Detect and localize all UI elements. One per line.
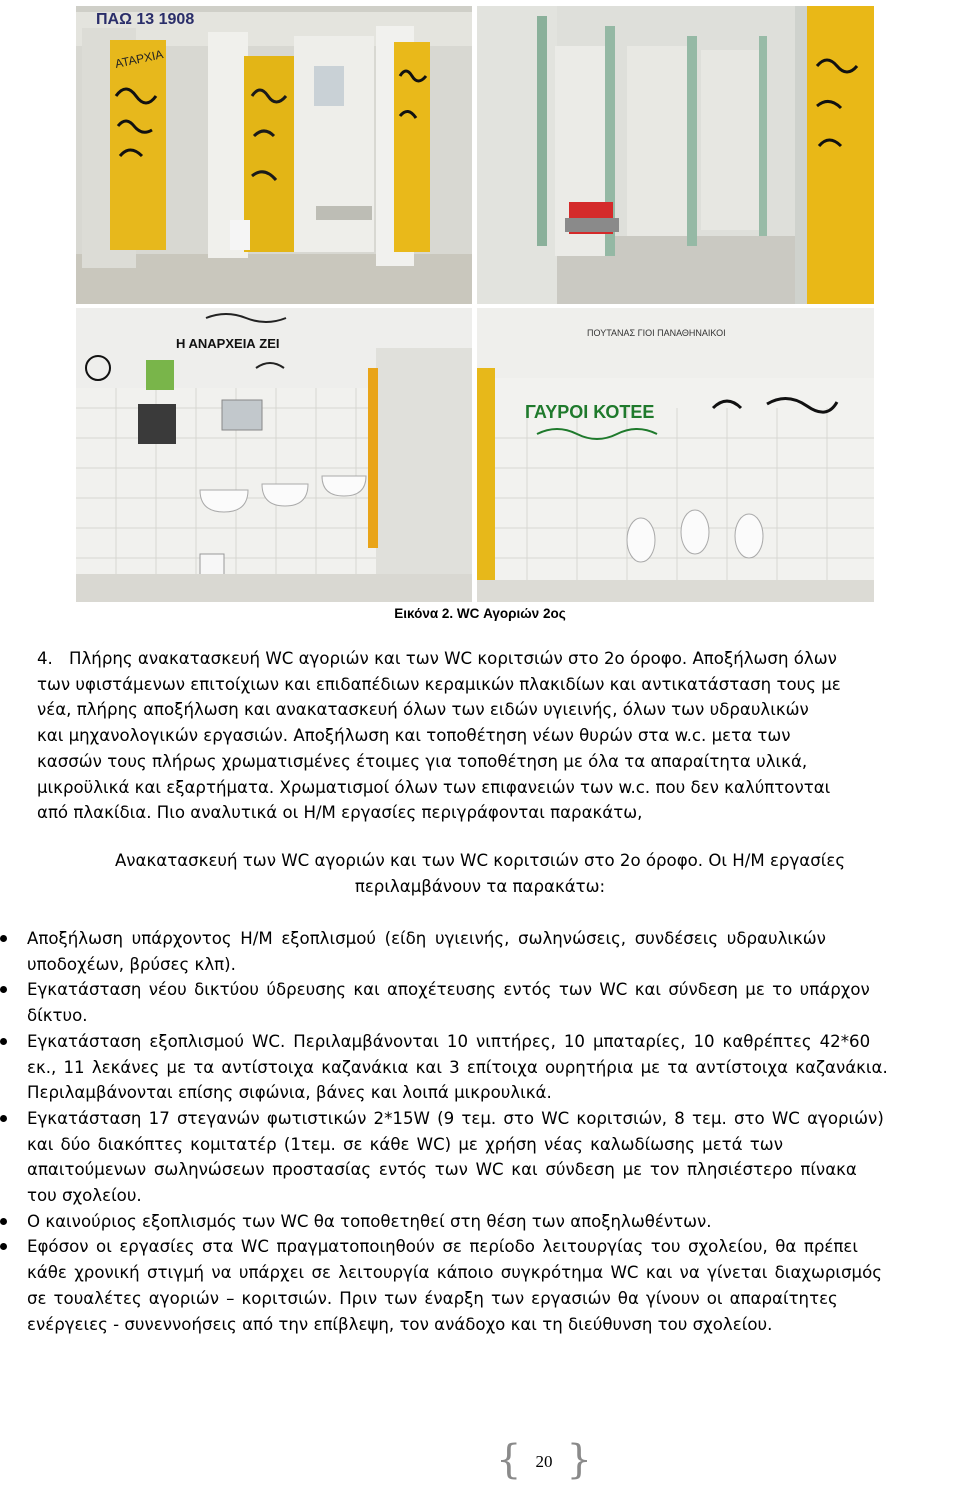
brace-left-icon: {: [496, 1437, 522, 1483]
bullet-item: [0, 926, 951, 977]
section-4-line: Πλήρης ανακατασκευή WC αγοριών και των WC κοριτσιών στο 2ο όροφο. Αποξήλωση όλων: [69, 649, 837, 668]
bullet-line: Εγκατάσταση νέου δικτύου ύδρευσης και αποχέτευσης εντός των WC και σύνδεση με το υπάρχον: [27, 980, 870, 1000]
bullet-line: Εγκατάσταση εξοπλισμού WC. Περιλαμβάνονται 10 νιπτήρες, 10 μπαταρίες, 10 καθρέπτες 42*60: [27, 1031, 871, 1051]
bullet-line: εκ., 11 λεκάνες με τα αντίστοιχα καζανάκια και 3 επίτοιχα ουρητήρια με τα αντίστοιχα καζανάκια.: [27, 1057, 888, 1077]
bullet-line: Περιλαμβάνονται επίσης σιφώνια, βάνες και λοιπά μικρουλικά.: [27, 1083, 552, 1103]
section-4-line: των υφιστάμενων επιτοίχιων και επιδαπέδιων κεραμικών πλακιδίων και αντικατάσταση τους με: [37, 674, 841, 694]
bullet-dot-icon: [0, 986, 7, 993]
section-4-line: κασσών τους πλήρως χρωματισμένες έτοιμες για τοποθέτηση με όλα τα απαραίτητα υλικά,: [37, 751, 808, 771]
bullet-line: απαιτούμενων σωληνώσεων προστασίας εντός των WC και σύνδεση με τον πλησιέστερο πίνακα: [27, 1160, 857, 1180]
bullet-dot-icon: [0, 1243, 7, 1250]
bullet-item: [0, 1029, 951, 1106]
bullet-line: Εγκατάσταση 17 στεγανών φωτιστικών 2*15W (9 τεμ. στο WC κοριτσιών, 8 τεμ. στο WC αγοριών): [27, 1108, 884, 1128]
graffiti-top-text: ΠΟΥΤΑΝΑΣ ΓΙΟΙ ΠΑΝΑΘΗΝΑΙΚΟΙ: [587, 328, 726, 338]
section-4-line: από πλακίδια. Πιο αναλυτικά οι Η/Μ εργασίες περιγράφονται παρακάτω,: [37, 803, 643, 823]
bullet-dot-icon: [0, 1038, 7, 1045]
works-bullet-list: [0, 926, 960, 1337]
graffiti-anarchy-text: Η ΑΝΑΡΧΕΙΑ ΖΕΙ: [176, 336, 280, 351]
page-footer: [496, 1437, 592, 1483]
bullet-line: και δύο διακόπτες κομιτατέρ (1τεμ. σε κάθε WC) με χρήση νέας καλωδίωσης μετά των: [27, 1134, 783, 1154]
section-number: 4.: [37, 649, 53, 668]
bullet-line: σε τουαλέτες αγοριών – κοριτσιών. Πριν των έναρξη των εργασιών θα γίνουν οι απαραίτητες: [27, 1288, 838, 1308]
section-4-line: και μηχανολογικών εργασιών. Αποξήλωση και τοποθέτηση νέων θυρών στα w.c. μετα των: [37, 726, 791, 746]
bullet-line: του σχολείου.: [27, 1186, 142, 1206]
bullet-item: [0, 977, 951, 1028]
bullet-item: [0, 1234, 951, 1337]
bullet-line: Εφόσον οι εργασίες στα WC πραγματοποιηθούν σε περίοδο λειτουργίας του σχολείου, θα πρέπει: [27, 1237, 858, 1257]
bullet-item: [0, 1209, 951, 1235]
figure-caption: Εικόνα 2. WC Αγοριών 2ος: [394, 606, 566, 621]
intro-line: περιλαμβάνουν τα παρακάτω:: [354, 876, 606, 896]
intro-paragraph: [0, 848, 960, 899]
bullet-line: Αποξήλωση υπάρχοντος Η/Μ εξοπλισμού (είδη υγιεινής, σωληνώσεις, συνδέσεις υδραυλικών: [27, 929, 826, 948]
bullet-item: [0, 1106, 951, 1209]
photo-wc-doors-yellow: [76, 6, 472, 304]
svg-text:ΠΑΩ 13 1908: ΠΑΩ 13 1908: [96, 11, 195, 28]
section-4-line: μικροϋλικά και εξαρτήματα. Χρωματισμοί όλων των επιφανειών των w.c. που δεν καλύπτονται: [37, 777, 831, 797]
graffiti-gavroi-text: ΓΑΥΡΟΙ ΚΟΤΕΕ: [525, 402, 655, 422]
page-number: 20: [535, 1452, 553, 1471]
bullet-dot-icon: [0, 1218, 7, 1225]
photo-grid: [76, 6, 874, 602]
bullet-line: Ο καινούριος εξοπλισμός των WC θα τοποθετηθεί στη θέση των αποξηλωθέντων.: [27, 1211, 712, 1231]
graffiti-text: ΑΤΑΡΧΙΑ: [113, 47, 165, 71]
photo-wc-urinals: [477, 308, 874, 602]
photo-wc-stalls-white: [477, 6, 874, 304]
bullet-line: υποδοχέων, βρύσες κλπ).: [27, 954, 236, 974]
section-4-line: νέα, πλήρης αποξήλωση και ανακατασκευή όλων των ειδών υγιεινής, όλων των υδραυλικών: [37, 700, 809, 720]
photo-wc-sinks: [76, 308, 472, 602]
bullet-dot-icon: [0, 935, 7, 942]
brace-right-icon: }: [566, 1437, 592, 1483]
bullet-dot-icon: [0, 1115, 7, 1122]
bullet-line: κάθε χρονική στιγμή να υπάρχει σε λειτουργία κάποιο συγκρότημα WC και να γίνεται διαχωρισμός: [27, 1263, 882, 1283]
bullet-line: ενέργειες - συνεννοήσεις από την επίβλεψη, τον ανάδοχο και τη διεύθυνση του σχολείου.: [27, 1314, 773, 1334]
section-4-body: [37, 646, 917, 826]
intro-line: Ανακατασκευή των WC αγοριών και των WC κοριτσιών στο 2ο όροφο. Οι Η/Μ εργασίες: [114, 851, 846, 870]
bullet-line: δίκτυο.: [27, 1006, 88, 1026]
